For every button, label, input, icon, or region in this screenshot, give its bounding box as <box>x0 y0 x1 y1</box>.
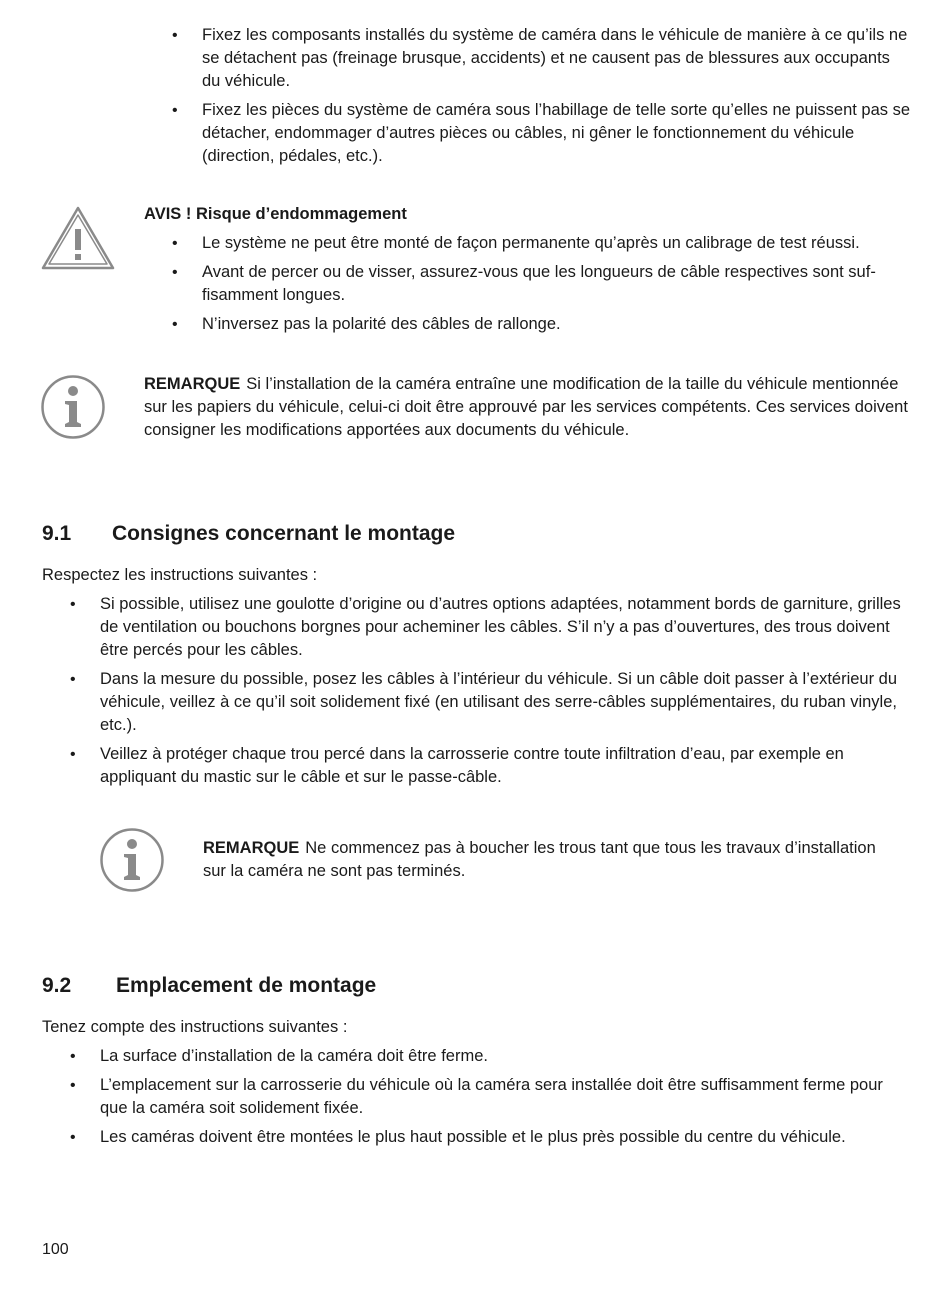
section-intro: Tenez compte des instructions suivantes : <box>42 1018 348 1036</box>
section-title: Emplacement de montage <box>116 974 377 997</box>
section-2-bullet-list <box>70 1045 912 1155</box>
info-circle-icon <box>99 827 165 893</box>
list-item: • La surface d’installation de la caméra doit être ferme. <box>70 1045 912 1068</box>
list-item: • Avant de percer ou de visser, assurez-vous que les longueurs de câble respectives sont suffisamment longues. <box>172 261 914 307</box>
list-item: • Dans la mesure du possible, posez les câbles à l’intérieur du véhicule. Si un câble doit passer à l’extérieur du véhicule, veillez à ce qu’il soit solidement fixé (en utilisant des serre-câbles supplémentaires, du ruban vinyle, etc.). <box>70 668 912 737</box>
remark-text: Ne commencez pas à boucher les trous tant que tous les travaux d’installation sur la caméra ne sont pas terminés. <box>203 839 876 880</box>
notice-title: AVIS ! Risque d’endommagement <box>144 205 407 223</box>
section-intro: Respectez les instructions suivantes : <box>42 566 318 584</box>
list-item: • Les caméras doivent être montées le plus haut possible et le plus près possible du centre du véhicule. <box>70 1126 912 1149</box>
list-item: • Fixez les composants installés du système de caméra dans le véhicule de manière à ce qu’ils ne se détachent pas (freinage brusque, accidents) et ne causent pas de blessures aux occupants du véhicule. <box>172 24 912 93</box>
remark-label: REMARQUE <box>144 375 241 393</box>
remark-label: REMARQUE <box>203 839 300 857</box>
section-1-bullet-list <box>70 593 912 795</box>
section-number: 9.2 <box>42 974 72 997</box>
list-item: • Le système ne peut être monté de façon permanente qu’après un calibrage de test réussi. <box>172 232 914 255</box>
remark-1 <box>144 373 912 442</box>
list-item: • N’inversez pas la polarité des câbles de rallonge. <box>172 313 914 336</box>
list-item: • Veillez à protéger chaque trou percé dans la carrosserie contre toute infiltration d’eau, par exemple en appliquant du mastic sur le câble et sur le passe-câble. <box>70 743 912 789</box>
section-number: 9.1 <box>42 522 72 545</box>
notice-bullet-list <box>172 232 914 336</box>
page-number: 100 <box>42 1241 69 1258</box>
list-item: • Fixez les pièces du système de caméra sous l’habillage de telle sorte qu’elles ne puissent pas se détacher, endommager d’autres pièces ou câbles, ni gêner le fonctionnement du véhicule (direction, pédales, etc.). <box>172 99 912 168</box>
top-bullet-list <box>172 24 912 174</box>
info-circle-icon <box>40 374 106 440</box>
section-heading-9-2 <box>42 972 376 1000</box>
warning-triangle-icon <box>40 205 116 271</box>
remark-text: Si l’installation de la caméra entraîne une modification de la taille du véhicule mentionnée sur les papiers du véhicule, celui-ci doit être approuvé par les services compétents. Ces services doivent consigner les modifications apportées aux documents du véhicule. <box>144 375 908 439</box>
section-title: Consignes concernant le montage <box>112 522 456 545</box>
notice-block <box>144 203 914 342</box>
section-heading-9-1 <box>42 520 455 548</box>
list-item: • L’emplacement sur la carrosserie du véhicule où la caméra sera installée doit être suffisamment ferme pour que la caméra soit solidement fixée. <box>70 1074 912 1120</box>
list-item: • Si possible, utilisez une goulotte d’origine ou d’autres options adaptées, notamment bords de garniture, grilles de ventilation ou bouchons borgnes pour acheminer les câbles. S’il n’y a pas d’ouvertures, des trous doivent être percés pour les câbles. <box>70 593 912 662</box>
remark-2 <box>203 837 903 883</box>
